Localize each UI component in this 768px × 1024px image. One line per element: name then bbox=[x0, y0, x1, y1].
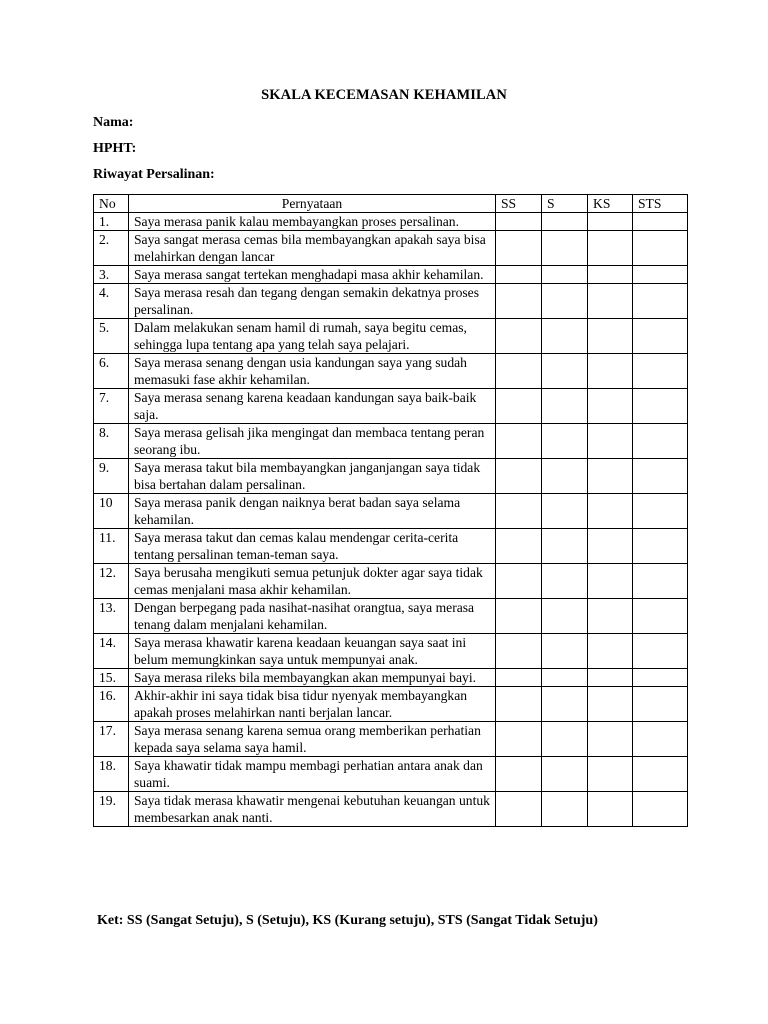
statement-text: Saya sangat merasa cemas bila membayangkan apakah saya bisa melahirkan dengan lancar bbox=[129, 231, 496, 266]
answer-cell-sts[interactable] bbox=[633, 231, 688, 266]
table-row bbox=[94, 687, 688, 722]
answer-cell-sts[interactable] bbox=[633, 529, 688, 564]
row-number: 7. bbox=[94, 389, 129, 424]
answer-cell-s[interactable] bbox=[542, 424, 588, 459]
answer-cell-s[interactable] bbox=[542, 319, 588, 354]
answer-cell-ss[interactable] bbox=[496, 389, 542, 424]
row-number: 10 bbox=[94, 494, 129, 529]
table-row bbox=[94, 231, 688, 266]
table-header-row bbox=[94, 195, 688, 213]
answer-cell-sts[interactable] bbox=[633, 669, 688, 687]
answer-cell-ks[interactable] bbox=[588, 792, 633, 827]
answer-cell-s[interactable] bbox=[542, 687, 588, 722]
statement-text: Akhir-akhir ini saya tidak bisa tidur nyenyak membayangkan apakah proses melahirkan nanti berjalan lancar. bbox=[129, 687, 496, 722]
statement-text: Saya merasa resah dan tegang dengan semakin dekatnya proses persalinan. bbox=[129, 284, 496, 319]
answer-cell-s[interactable] bbox=[542, 354, 588, 389]
statement-text: Saya merasa senang karena semua orang memberikan perhatian kepada saya selama saya hamil. bbox=[129, 722, 496, 757]
answer-cell-sts[interactable] bbox=[633, 792, 688, 827]
statement-text: Saya tidak merasa khawatir mengenai kebutuhan keuangan untuk membesarkan anak nanti. bbox=[129, 792, 496, 827]
table-row bbox=[94, 669, 688, 687]
statement-text: Saya berusaha mengikuti semua petunjuk dokter agar saya tidak cemas menjalani masa akhir kehamilan. bbox=[129, 564, 496, 599]
answer-cell-ss[interactable] bbox=[496, 319, 542, 354]
statement-text: Saya merasa gelisah jika mengingat dan membaca tentang peran seorang ibu. bbox=[129, 424, 496, 459]
answer-cell-ks[interactable] bbox=[588, 266, 633, 284]
table-row bbox=[94, 757, 688, 792]
answer-cell-ks[interactable] bbox=[588, 669, 633, 687]
answer-cell-s[interactable] bbox=[542, 231, 588, 266]
table-row bbox=[94, 213, 688, 231]
header-pernyataan: Pernyataan bbox=[129, 195, 496, 213]
legend-note: Ket: SS (Sangat Setuju), S (Setuju), KS (Kurang setuju), STS (Sangat Tidak Setuju) bbox=[97, 913, 598, 928]
statement-text: Saya merasa takut bila membayangkan janganjangan saya tidak bisa bertahan dalam persalinan. bbox=[129, 459, 496, 494]
header-ks: KS bbox=[588, 195, 633, 213]
answer-cell-sts[interactable] bbox=[633, 494, 688, 529]
header-no: No bbox=[94, 195, 129, 213]
answer-cell-s[interactable] bbox=[542, 599, 588, 634]
statement-text: Saya merasa senang karena keadaan kandungan saya baik-baik saja. bbox=[129, 389, 496, 424]
answer-cell-ks[interactable] bbox=[588, 757, 633, 792]
answer-cell-ss[interactable] bbox=[496, 213, 542, 231]
answer-cell-ss[interactable] bbox=[496, 529, 542, 564]
answer-cell-ks[interactable] bbox=[588, 687, 633, 722]
table-row bbox=[94, 319, 688, 354]
answer-cell-ks[interactable] bbox=[588, 354, 633, 389]
answer-cell-ss[interactable] bbox=[496, 722, 542, 757]
answer-cell-ss[interactable] bbox=[496, 564, 542, 599]
field-nama-label: Nama: bbox=[93, 115, 134, 130]
statement-text: Saya merasa sangat tertekan menghadapi masa akhir kehamilan. bbox=[129, 266, 496, 284]
row-number: 4. bbox=[94, 284, 129, 319]
table-row bbox=[94, 389, 688, 424]
row-number: 11. bbox=[94, 529, 129, 564]
row-number: 13. bbox=[94, 599, 129, 634]
answer-cell-ss[interactable] bbox=[496, 494, 542, 529]
answer-cell-s[interactable] bbox=[542, 389, 588, 424]
anxiety-scale-table bbox=[93, 194, 688, 827]
statement-text: Saya khawatir tidak mampu membagi perhatian antara anak dan suami. bbox=[129, 757, 496, 792]
answer-cell-s[interactable] bbox=[542, 284, 588, 319]
answer-cell-ss[interactable] bbox=[496, 599, 542, 634]
statement-text: Saya merasa panik kalau membayangkan proses persalinan. bbox=[129, 213, 496, 231]
table-row bbox=[94, 599, 688, 634]
answer-cell-ks[interactable] bbox=[588, 599, 633, 634]
answer-cell-ks[interactable] bbox=[588, 389, 633, 424]
document-title: SKALA KECEMASAN KEHAMILAN bbox=[261, 87, 507, 103]
answer-cell-sts[interactable] bbox=[633, 266, 688, 284]
header-sts: STS bbox=[633, 195, 688, 213]
answer-cell-ks[interactable] bbox=[588, 213, 633, 231]
answer-cell-sts[interactable] bbox=[633, 757, 688, 792]
answer-cell-sts[interactable] bbox=[633, 564, 688, 599]
answer-cell-s[interactable] bbox=[542, 634, 588, 669]
statement-text: Saya merasa panik dengan naiknya berat badan saya selama kehamilan. bbox=[129, 494, 496, 529]
statement-text: Dengan berpegang pada nasihat-nasihat orangtua, saya merasa tenang dalam menjalani kehamilan. bbox=[129, 599, 496, 634]
answer-cell-sts[interactable] bbox=[633, 459, 688, 494]
statement-text: Saya merasa takut dan cemas kalau mendengar cerita-cerita tentang persalinan teman-teman saya. bbox=[129, 529, 496, 564]
answer-cell-s[interactable] bbox=[542, 669, 588, 687]
answer-cell-ss[interactable] bbox=[496, 354, 542, 389]
row-number: 5. bbox=[94, 319, 129, 354]
answer-cell-ss[interactable] bbox=[496, 687, 542, 722]
answer-cell-ks[interactable] bbox=[588, 231, 633, 266]
header-ss: SS bbox=[496, 195, 542, 213]
answer-cell-ks[interactable] bbox=[588, 424, 633, 459]
answer-cell-ss[interactable] bbox=[496, 669, 542, 687]
row-number: 19. bbox=[94, 792, 129, 827]
row-number: 14. bbox=[94, 634, 129, 669]
field-hpht-label: HPHT: bbox=[93, 141, 137, 156]
table-row bbox=[94, 634, 688, 669]
answer-cell-ss[interactable] bbox=[496, 424, 542, 459]
answer-cell-s[interactable] bbox=[542, 722, 588, 757]
answer-cell-s[interactable] bbox=[542, 213, 588, 231]
statement-text: Saya merasa senang dengan usia kandungan saya yang sudah memasuki fase akhir kehamilan. bbox=[129, 354, 496, 389]
table-row bbox=[94, 564, 688, 599]
answer-cell-ks[interactable] bbox=[588, 459, 633, 494]
row-number: 16. bbox=[94, 687, 129, 722]
answer-cell-ss[interactable] bbox=[496, 284, 542, 319]
statement-text: Saya merasa rileks bila membayangkan akan mempunyai bayi. bbox=[129, 669, 496, 687]
answer-cell-ss[interactable] bbox=[496, 459, 542, 494]
answer-cell-ks[interactable] bbox=[588, 494, 633, 529]
answer-cell-s[interactable] bbox=[542, 757, 588, 792]
answer-cell-sts[interactable] bbox=[633, 319, 688, 354]
answer-cell-ss[interactable] bbox=[496, 231, 542, 266]
answer-cell-s[interactable] bbox=[542, 792, 588, 827]
answer-cell-s[interactable] bbox=[542, 459, 588, 494]
table-row bbox=[94, 424, 688, 459]
answer-cell-ks[interactable] bbox=[588, 634, 633, 669]
answer-cell-sts[interactable] bbox=[633, 284, 688, 319]
answer-cell-sts[interactable] bbox=[633, 687, 688, 722]
answer-cell-ss[interactable] bbox=[496, 792, 542, 827]
answer-cell-sts[interactable] bbox=[633, 722, 688, 757]
row-number: 3. bbox=[94, 266, 129, 284]
table-body bbox=[94, 213, 688, 827]
answer-cell-ks[interactable] bbox=[588, 722, 633, 757]
field-riwayat-persalinan-label: Riwayat Persalinan: bbox=[93, 167, 215, 182]
table-row bbox=[94, 354, 688, 389]
statement-text: Saya merasa khawatir karena keadaan keuangan saya saat ini belum memungkinkan saya untuk mempunyai anak. bbox=[129, 634, 496, 669]
answer-cell-s[interactable] bbox=[542, 529, 588, 564]
row-number: 2. bbox=[94, 231, 129, 266]
row-number: 6. bbox=[94, 354, 129, 389]
row-number: 18. bbox=[94, 757, 129, 792]
row-number: 12. bbox=[94, 564, 129, 599]
answer-cell-ks[interactable] bbox=[588, 319, 633, 354]
answer-cell-s[interactable] bbox=[542, 494, 588, 529]
row-number: 15. bbox=[94, 669, 129, 687]
answer-cell-sts[interactable] bbox=[633, 599, 688, 634]
row-number: 1. bbox=[94, 213, 129, 231]
table-row bbox=[94, 722, 688, 757]
answer-cell-sts[interactable] bbox=[633, 424, 688, 459]
table-row bbox=[94, 529, 688, 564]
answer-cell-ss[interactable] bbox=[496, 757, 542, 792]
answer-cell-sts[interactable] bbox=[633, 213, 688, 231]
answer-cell-ks[interactable] bbox=[588, 564, 633, 599]
row-number: 8. bbox=[94, 424, 129, 459]
answer-cell-sts[interactable] bbox=[633, 354, 688, 389]
statement-text: Dalam melakukan senam hamil di rumah, saya begitu cemas, sehingga lupa tentang apa yang telah saya pelajari. bbox=[129, 319, 496, 354]
table-row bbox=[94, 792, 688, 827]
row-number: 17. bbox=[94, 722, 129, 757]
header-s: S bbox=[542, 195, 588, 213]
table-row bbox=[94, 284, 688, 319]
table-row bbox=[94, 266, 688, 284]
answer-cell-ks[interactable] bbox=[588, 284, 633, 319]
answer-cell-sts[interactable] bbox=[633, 634, 688, 669]
answer-cell-s[interactable] bbox=[542, 266, 588, 284]
answer-cell-ss[interactable] bbox=[496, 634, 542, 669]
answer-cell-sts[interactable] bbox=[633, 389, 688, 424]
answer-cell-ks[interactable] bbox=[588, 529, 633, 564]
table-row bbox=[94, 459, 688, 494]
answer-cell-s[interactable] bbox=[542, 564, 588, 599]
answer-cell-ss[interactable] bbox=[496, 266, 542, 284]
row-number: 9. bbox=[94, 459, 129, 494]
table-row bbox=[94, 494, 688, 529]
